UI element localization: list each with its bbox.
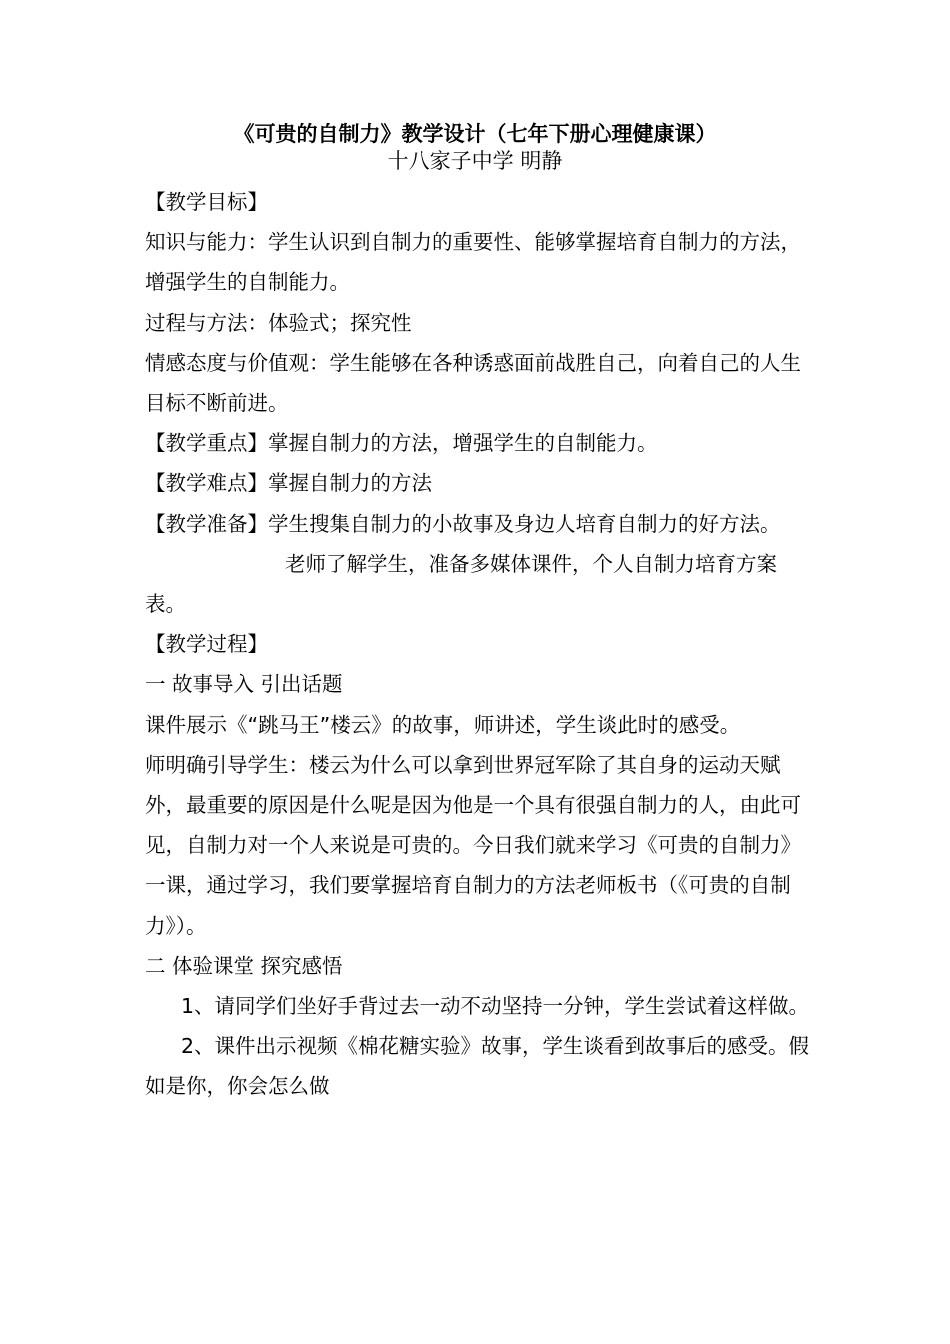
section-two-heading: 二 体验课堂 探究感悟 xyxy=(145,953,343,978)
preparation-teacher-paragraph: 老师了解学生，准备多媒体课件，个人自制力培育方案表。 xyxy=(145,551,777,617)
document-author: 十八家子中学 明静 xyxy=(387,149,563,173)
goals-heading: 【教学目标】 xyxy=(145,190,268,214)
courseware-paragraph: 课件展示《“跳马王”楼云》的故事，师讲述，学生谈此时的感受。 xyxy=(145,712,741,737)
document-title: 《可贵的自制力》教学设计（七年下册心理健康课） xyxy=(233,122,717,146)
list-item-one: 1、请同学们坐好手背过去一动不动坚持一分钟，学生尝试着这样做。 xyxy=(181,994,810,1019)
difficulty-paragraph: 【教学难点】掌握自制力的方法 xyxy=(145,471,432,496)
process-method-paragraph: 过程与方法：体验式；探究性 xyxy=(145,310,412,335)
list-item-two: 2、课件出示视频《棉花糖实验》故事，学生谈看到故事后的感受。假如是你，你会怎么做 xyxy=(145,1034,810,1099)
knowledge-ability-paragraph: 知识与能力：学生认识到自制力的重要性、能够掌握培育自制力的方法，增强学生的自制能力。 xyxy=(145,230,801,295)
emotion-values-paragraph: 情感态度与价值观：学生能够在各种诱惑面前战胜自己，向着自己的人生目标不断前进。 xyxy=(145,350,801,416)
process-heading: 【教学过程】 xyxy=(145,632,268,657)
teacher-guide-paragraph: 师明确引导学生：楼云为什么可以拿到世界冠军除了其自身的运动天赋外，最重要的原因是什么呢是因为他是一个具有很强自制力的人，由此可见，自制力对一个人来说是可贵的。今日我们就来学习《可贵的自制力》一课，通过学习，我们要掌握培育自制力的方法老师板书（《可贵的自制力》）。 xyxy=(145,752,801,938)
document-body xyxy=(145,182,810,1107)
key-point-paragraph: 【教学重点】掌握自制力的方法，增强学生的自制能力。 xyxy=(145,431,658,456)
preparation-paragraph: 【教学准备】学生搜集自制力的小故事及身边人培育自制力的好方法。 xyxy=(145,511,781,536)
section-one-heading: 一 故事导入 引出话题 xyxy=(145,672,343,697)
